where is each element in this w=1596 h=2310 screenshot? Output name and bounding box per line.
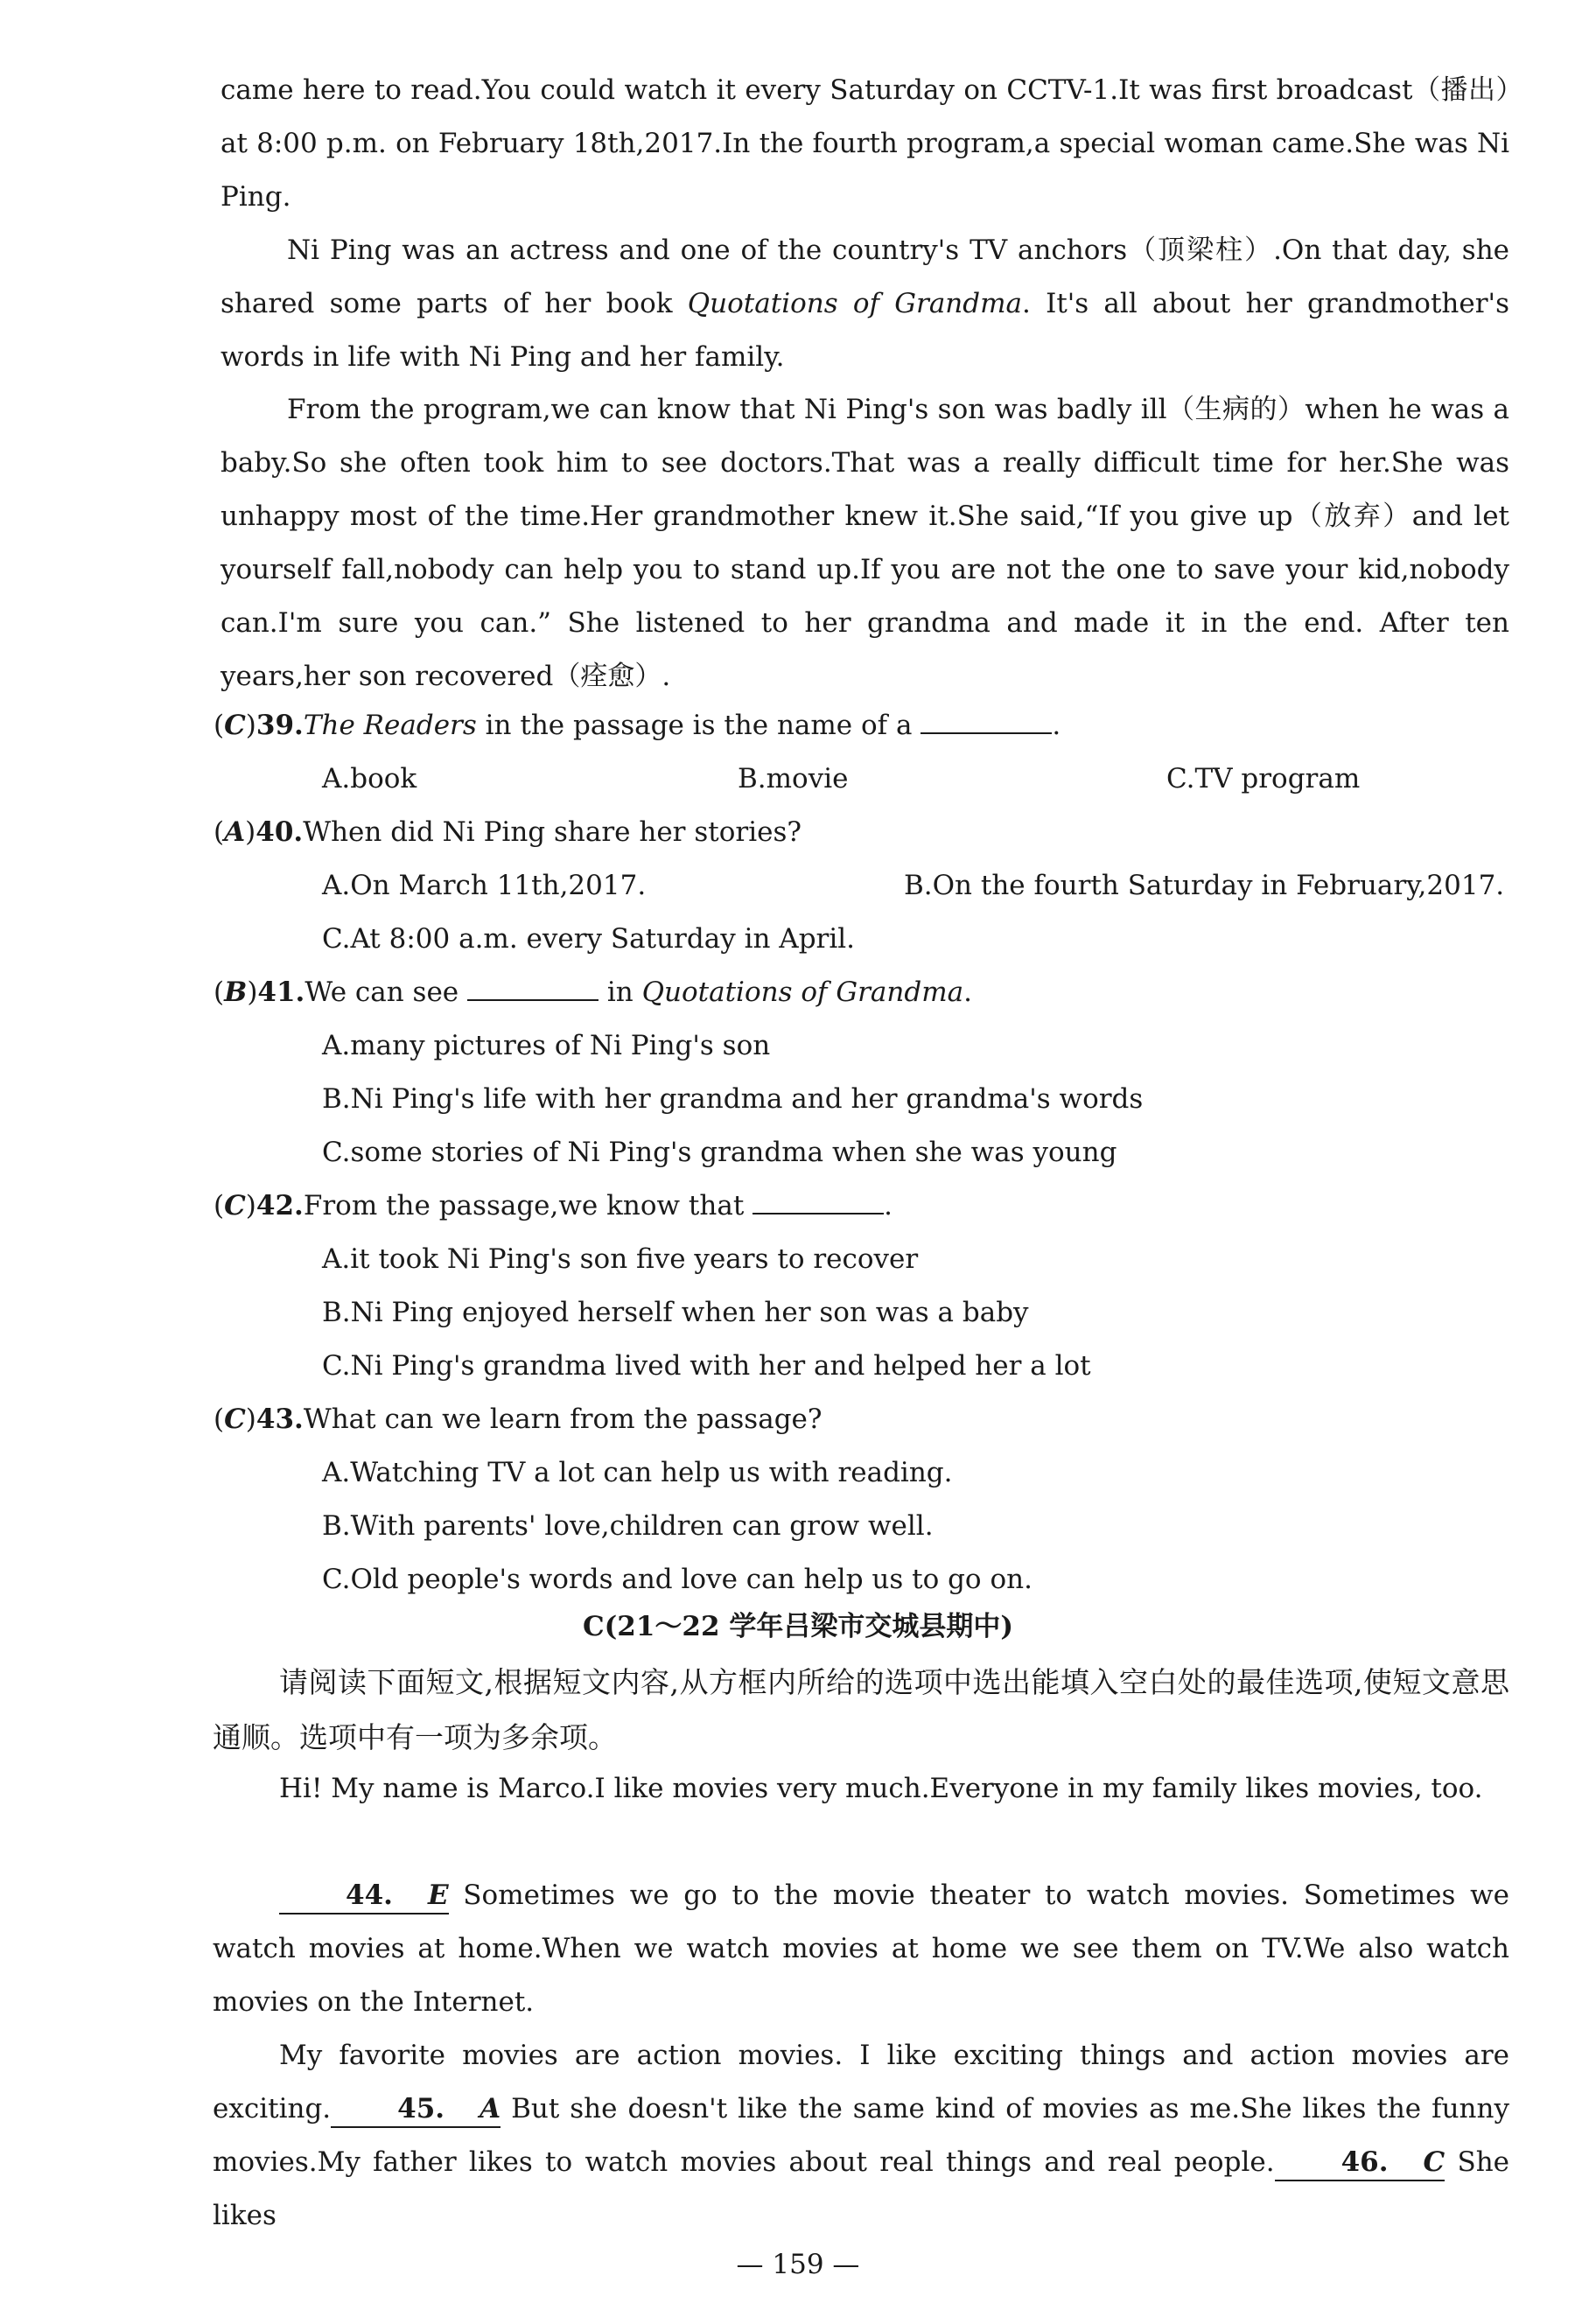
- answer-mark: C: [224, 710, 246, 741]
- option-a: A.many pictures of Ni Ping's son: [322, 1030, 771, 1061]
- question-number: 40.: [256, 816, 304, 848]
- question-number: 39.: [256, 710, 304, 741]
- question-stem: We can see: [304, 976, 468, 1008]
- option-c: C.some stories of Ni Ping's grandma when she was young: [322, 1137, 1117, 1168]
- question-stem: What can we learn from the passage?: [303, 1404, 822, 1435]
- question-number: 43.: [256, 1404, 304, 1435]
- option-c: C.Ni Ping's grandma lived with her and helped her a lot: [322, 1350, 1091, 1382]
- paragraph-text: She likes: [213, 2146, 1510, 2231]
- blank-number: 45.: [397, 2093, 445, 2124]
- book-title: Quotations of Grandma: [641, 976, 964, 1008]
- section-paragraph-2: [213, 1869, 1509, 2029]
- paragraph-text: . It's all about her grandmother's words in life with Ni Ping and her family.: [220, 288, 1509, 373]
- blank-44: [279, 1880, 449, 1911]
- question-stem: .: [884, 1190, 892, 1222]
- blank-answer: E: [427, 1880, 449, 1911]
- option-a: A.it took Ni Ping's son five years to recover: [322, 1243, 919, 1275]
- question-40: (A)40.When did Ni Ping share her stories?: [214, 816, 802, 848]
- blank-number: 44.: [346, 1880, 393, 1911]
- question-41: (B)41.We can see in Quotations of Grandma.: [214, 976, 972, 1008]
- blank-answer: C: [1423, 2146, 1446, 2178]
- question-stem: in the passage is the name of a: [476, 710, 921, 741]
- paragraph-text: Ni Ping was an actress and one of the country's TV anchors（顶梁柱）.On that day, she shared some parts of her book: [220, 234, 1509, 319]
- question-number: 42.: [256, 1190, 304, 1222]
- option-b: B.Ni Ping enjoyed herself when her son was a baby: [322, 1297, 1029, 1328]
- answer-blank: [467, 975, 598, 1001]
- option-a: A.book: [322, 763, 417, 794]
- option-b: B.With parents' love,children can grow well.: [322, 1510, 934, 1542]
- option-b: B.movie: [738, 763, 849, 794]
- question-42: (C)42.From the passage,we know that .: [214, 1190, 892, 1222]
- section-paragraph-1: Hi! My name is Marco.I like movies very much.Everyone in my family likes movies, too.: [279, 1773, 1483, 1804]
- question-stem: .: [1052, 710, 1061, 741]
- blank-45: [331, 2093, 500, 2124]
- question-stem: in: [598, 976, 642, 1008]
- blank-number: 46.: [1340, 2146, 1389, 2178]
- question-stem: The Readers: [303, 710, 477, 741]
- question-43: (C)43.What can we learn from the passage?: [214, 1404, 822, 1435]
- option-b: B.Ni Ping's life with her grandma and her grandma's words: [322, 1083, 1144, 1115]
- blank-46: [1275, 2146, 1446, 2178]
- answer-mark: C: [224, 1404, 246, 1435]
- answer-blank: [920, 708, 1052, 734]
- paragraph-text: My favorite movies are action movies. I like exciting things and action movies are exciting.: [213, 2040, 1509, 2124]
- passage-paragraph-1: came here to read.You could watch it every Saturday on CCTV-1.It was first broadcast（播出）at 8:00 p.m. on February 18th,2017.In the fourth program,a special woman came.She was Ni Ping.: [220, 74, 1509, 213]
- paragraph-text: Sometimes we go to the movie theater to watch movies. Sometimes we watch movies at home.When we watch movies at home we see them on TV.We also watch movies on the Internet.: [213, 1880, 1509, 2018]
- question-stem: When did Ni Ping share her stories?: [303, 816, 802, 848]
- book-title: Quotations of Grandma: [687, 288, 1022, 319]
- question-stem: .: [963, 976, 972, 1008]
- option-c: C.Old people's words and love can help us to go on.: [322, 1564, 1032, 1595]
- blank-answer: A: [480, 2093, 501, 2124]
- question-39: (C)39.The Readers in the passage is the name of a .: [214, 710, 1061, 741]
- passage-paragraph-2: [220, 224, 1509, 384]
- question-stem: From the passage,we know that: [303, 1190, 753, 1222]
- option-c: C.TV program: [1166, 763, 1361, 794]
- section-heading: C(21～22 学年吕梁市交城县期中): [582, 1611, 1014, 1642]
- question-number: 41.: [257, 976, 305, 1008]
- answer-mark: B: [224, 976, 248, 1008]
- answer-mark: C: [224, 1190, 246, 1222]
- option-a: A.On March 11th,2017.: [322, 870, 647, 901]
- answer-mark: A: [224, 816, 246, 848]
- section-instruction: 请阅读下面短文,根据短文内容,从方框内所给的选项中选出能填入空白处的最佳选项,使短文意思通顺。选项中有一项为多余项。: [213, 1665, 1509, 1754]
- answer-blank: [752, 1188, 884, 1214]
- passage-paragraph-3: From the program,we can know that Ni Ping's son was badly ill（生病的）when he was a baby.So she often took him to see doctors.That was a really difficult time for her.She was unhappy most of the time.Her grandmother knew it.She said,“If you give up（放弃）and let yourself fall,nobody can help you to stand up.If you are not the one to save your kid,nobody can.I'm sure you can.” She listened to her grandma and made it in the end. After ten years,her son recovered（痊愈）.: [220, 394, 1509, 692]
- paragraph-text: But she doesn't like the same kind of movies as me.She likes the funny movies.My father likes to watch movies about real things and real people.: [213, 2093, 1509, 2178]
- section-paragraph-3: [213, 2029, 1509, 2243]
- option-a: A.Watching TV a lot can help us with reading.: [322, 1457, 953, 1488]
- page-number: — 159 —: [736, 2249, 860, 2280]
- option-b: B.On the fourth Saturday in February,2017.: [904, 870, 1505, 901]
- option-c: C.At 8:00 a.m. every Saturday in April.: [322, 923, 856, 955]
